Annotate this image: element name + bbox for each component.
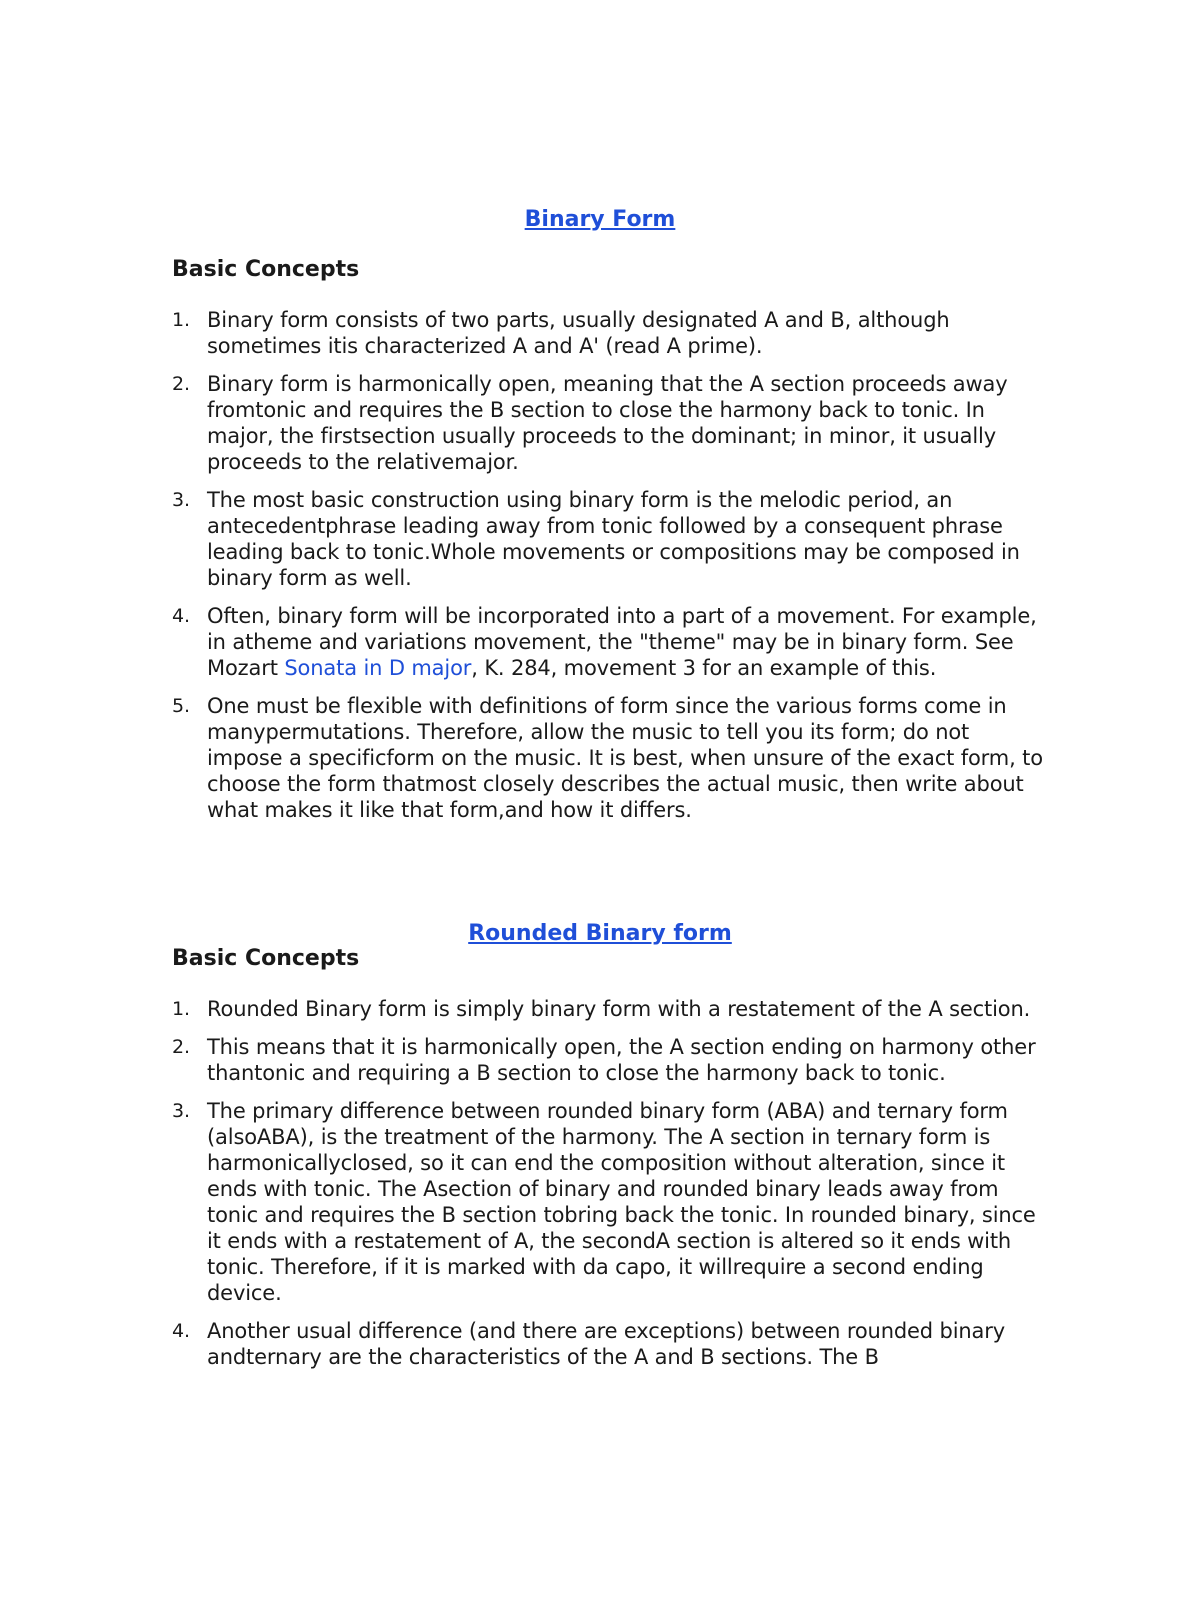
list-item [172,1034,1044,1086]
list-item [172,307,1044,359]
list-item [172,487,1044,591]
list-number: 4. [172,1320,190,1342]
list-item-text: The most basic construction using binary form is the melodic period, an antecedentphrase leading away from tonic followed by a consequent phrase leading back to tonic.Whole movements or compositions may be composed in binary form as well. [207,488,1020,590]
binary-form-concepts-list [172,307,1044,835]
list-number: 4. [172,605,190,627]
list-item-text: This means that it is harmonically open, the A section ending on harmony other thantonic and requiring a B section to close the harmony back to tonic. [207,1035,1036,1085]
list-number: 2. [172,1036,190,1058]
list-item-text: One must be flexible with definitions of form since the various forms come in manypermutations. Therefore, allow the music to tell you its form; do not impose a specificform on the music. It is best, when unsure of the exact form, to choose the form thatmost closely describes the actual music, then write about what makes it like that form,and how it differs. [207,694,1043,822]
list-number: 3. [172,1100,190,1122]
list-number: 5. [172,695,190,717]
list-number: 1. [172,998,190,1020]
list-item [172,371,1044,475]
list-item [172,996,1044,1022]
binary-form-title-link[interactable]: Binary Form [524,207,676,232]
list-item-text: Often, binary form will be incorporated into a part of a movement. For example, in atheme and variations movement, the "theme" may be in binary form. See Mozart [207,604,1037,680]
list-item-text: Another usual difference (and there are exceptions) between rounded binary andternary are the characteristics of the A and B sections. The B [207,1319,1006,1369]
list-item-text: , K. 284, movement 3 for an example of this. [471,656,937,680]
list-item-text: Binary form consists of two parts, usually designated A and B, although sometimes itis characterized A and A' (read A prime). [207,308,950,358]
list-number: 3. [172,489,190,511]
rounded-binary-concepts-list [172,996,1044,1382]
basic-concepts-heading: Basic Concepts [172,257,360,282]
list-item-text: Rounded Binary form is simply binary form with a restatement of the A section. [207,997,1031,1021]
list-item [172,1318,1044,1370]
list-item [172,1098,1044,1306]
rounded-binary-form-title-link[interactable]: Rounded Binary form [468,921,732,946]
list-item [172,693,1044,823]
basic-concepts-heading: Basic Concepts [172,946,360,971]
list-item [172,603,1044,681]
list-number: 2. [172,373,190,395]
sonata-d-major-link[interactable]: Sonata in D major [284,656,472,680]
list-item-text: The primary difference between rounded binary form (ABA) and ternary form (alsoABA), is the treatment of the harmony. The A section in ternary form is harmonicallyclosed, so it can end the composition without alteration, since it ends with tonic. The Asection of binary and rounded binary leads away from tonic and requires the B section tobring back the tonic. In rounded binary, since it ends with a restatement of A, the secondA section is altered so it ends with tonic. Therefore, if it is marked with da capo, it willrequire a second ending device. [207,1099,1036,1305]
list-item-text: Binary form is harmonically open, meaning that the A section proceeds away fromtonic and requires the B section to close the harmony back to tonic. In major, the firstsection usually proceeds to the dominant; in minor, it usually proceeds to the relativemajor. [207,372,1008,474]
list-number: 1. [172,309,190,331]
